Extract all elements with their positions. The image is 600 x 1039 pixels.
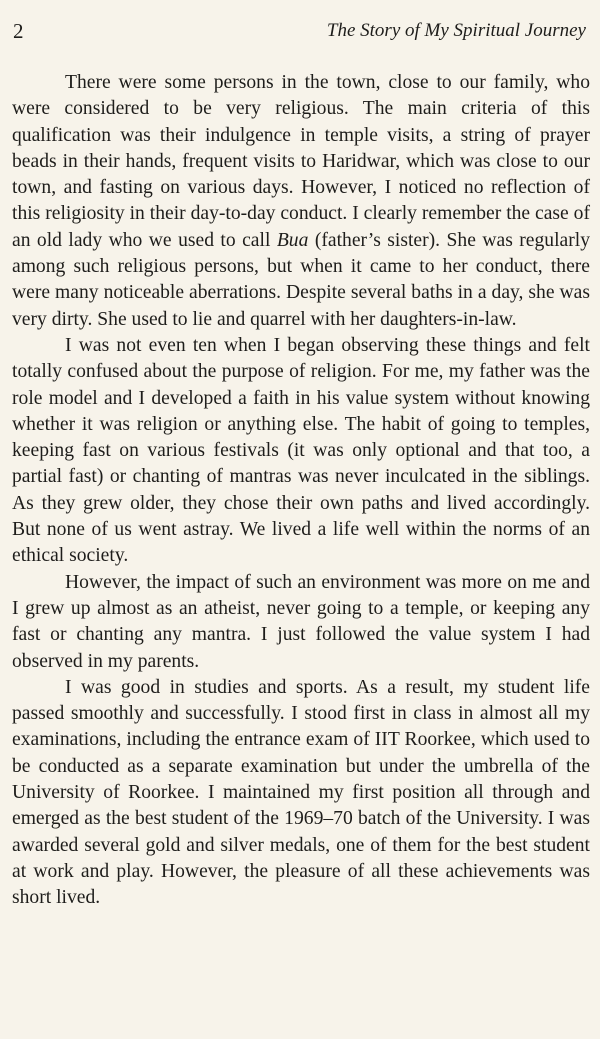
paragraph-text: (father’s sister). She was regularly among such religious persons, but when it came to her conduct, there were many noticeable aberrations. Despite several baths in a day, she was very dirty. She used to lie and quarrel with her daughters-in-law. [12, 229, 590, 330]
paragraph: I was not even ten when I began observing these things and felt totally confused about the purpose of religion. For me, my father was the role model and I developed a faith in his value system without knowing whether it was religion or anything else. The habit of going to temples, keeping fast on various festivals (it was only optional and that too, a partial fast) or chanting of mantras was never inculcated in the siblings. As they grew older, they chose their own paths and lived accordingly. But none of us went astray. We lived a life well within the norms of an ethical society. [12, 334, 590, 567]
paragraph-text: There were some persons in the town, close to our family, who were considered to be very religious. The main criteria of this qualification was their indulgence in temple visits, a string of prayer beads in their hands, frequent visits to Haridwar, which was close to our town, and fasting on various days. However, I noticed no reflection of this religiosity in their day-to-day conduct. I clearly remember the case of an old lady who we used to call [12, 72, 590, 251]
body-text [12, 70, 590, 912]
page-header [12, 14, 588, 44]
paragraph: I was good in studies and sports. As a result, my student life passed smoothly and successfully. I stood first in class in almost all my examinations, including the entrance exam of IIT Roorkee, which used to be conducted as a separate examination but under the umbrella of the University of Roorkee. I maintained my first position all through and emerged as the best student of the 1969–70 batch of the University. I was awarded several gold and silver medals, one of them for the best student at work and play. However, the pleasure of all these achievements was short lived. [12, 676, 590, 909]
paragraph: However, the impact of such an environment was more on me and I grew up almost as an atheist, never going to a temple, or keeping any fast or chanting any mantra. I just followed the value system I had observed in my parents. [12, 571, 590, 672]
page-number: 2 [13, 19, 24, 43]
paragraph [12, 70, 590, 333]
running-head: The Story of My Spiritual Journey [326, 20, 586, 41]
italic-term: Bua [276, 229, 309, 251]
